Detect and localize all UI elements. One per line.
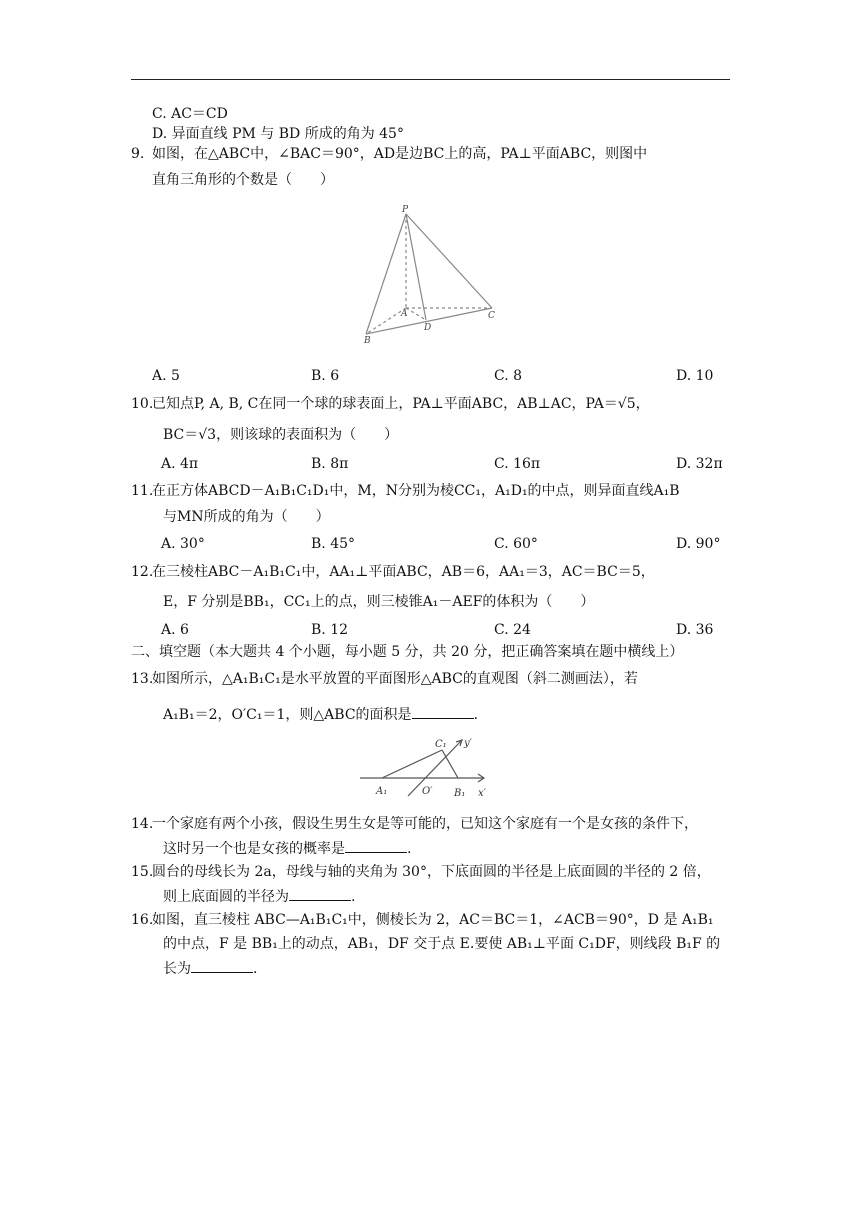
q13-label-y-axis: y′ <box>464 738 472 749</box>
q12-option-d: D. 36 <box>676 622 714 638</box>
q15-stem-line1: 圆台的母线长为 2a，母线与轴的夹角为 30°，下底面圆的半径是上底面圆的半径的 2 倍， <box>152 864 711 880</box>
q9-label-d: D <box>424 323 432 333</box>
q13-stem-text: A₁B₁＝2，O′C₁＝1，则△ABC的面积是 <box>163 707 412 723</box>
q16-number: 16. <box>131 912 154 928</box>
q11-number: 11. <box>131 483 154 499</box>
q10-stem-line1: 已知点P, A, B, C在同一个球的球表面上，PA⊥平面ABC，AB⊥AC，PA＝√5， <box>152 396 650 412</box>
q9-stem-line1: 如图，在△ABC中，∠BAC＝90°，AD是边BC上的高，PA⊥平面ABC，则图中 <box>152 146 648 162</box>
q9-label-a: A <box>401 309 408 319</box>
q12-option-a: A. 6 <box>161 622 189 638</box>
q12-option-c: C. 24 <box>494 622 531 638</box>
q10-option-b: B. 8π <box>311 456 349 472</box>
q11-stem-line1: 在正方体ABCD－A₁B₁C₁D₁中，M，N分别为棱CC₁，A₁D₁的中点，则异面直线A₁B <box>152 483 680 499</box>
q14-stem-line2 <box>163 838 411 859</box>
q8-option-c: C. AC＝CD <box>152 106 228 122</box>
q13-answer-blank[interactable] <box>412 704 474 719</box>
q12-stem-line2: E，F 分别是BB₁，CC₁上的点，则三棱锥A₁－AEF的体积为（ ） <box>163 594 595 610</box>
q9-number: 9. <box>131 146 145 162</box>
q12-option-b: B. 12 <box>311 622 349 638</box>
q9-label-c: C <box>488 311 495 321</box>
q15-stem-line2 <box>163 886 355 907</box>
q13-oblique-figure <box>356 734 496 800</box>
q10-stem-line2: BC＝√3，则该球的表面积为（ ） <box>163 427 399 443</box>
q9-option-b: B. 6 <box>311 368 340 384</box>
q16-stem-line2: 的中点，F 是 BB₁上的动点，AB₁，DF 交于点 E.要使 AB₁⊥平面 C₁DF，则线段 B₁F 的 <box>163 936 721 952</box>
q12-number: 12. <box>131 564 154 580</box>
q13-label-b1: B₁ <box>454 788 466 799</box>
q16-stem-period: . <box>253 961 258 977</box>
q13-label-a1: A₁ <box>376 786 388 797</box>
q9-stem-line2: 直角三角形的个数是（ ） <box>152 172 334 188</box>
q11-option-c: C. 60° <box>494 536 538 552</box>
q10-number: 10. <box>131 396 154 412</box>
q15-stem-text: 则上底面圆的半径为 <box>163 889 289 905</box>
q16-stem-line3 <box>163 958 257 979</box>
q14-stem-line1: 一个家庭有两个小孩，假设生男生女是等可能的，已知这个家庭有一个是女孩的条件下， <box>152 816 698 832</box>
q15-stem-period: . <box>351 889 356 905</box>
q16-stem-text: 长为 <box>163 961 191 977</box>
q9-label-b: B <box>364 336 371 346</box>
q10-option-d: D. 32π <box>676 456 723 472</box>
q11-option-a: A. 30° <box>161 536 205 552</box>
q11-option-b: B. 45° <box>311 536 356 552</box>
q13-number: 13. <box>131 671 154 687</box>
header-rule <box>131 79 730 80</box>
q15-answer-blank[interactable] <box>289 886 351 901</box>
q10-option-a: A. 4π <box>161 456 199 472</box>
q15-number: 15. <box>131 864 154 880</box>
q9-option-a: A. 5 <box>152 368 180 384</box>
q16-stem-line1: 如图，直三棱柱 ABC—A₁B₁C₁中，侧棱长为 2，AC＝BC＝1，∠ACB＝90°，D 是 A₁B₁ <box>152 912 714 928</box>
q11-option-d: D. 90° <box>676 536 721 552</box>
q8-option-d: D. 异面直线 PM 与 BD 所成的角为 45° <box>152 126 404 142</box>
q13-label-o-prime: O′ <box>422 786 433 797</box>
q9-option-d: D. 10 <box>676 368 714 384</box>
q12-stem-line1: 在三棱柱ABC－A₁B₁C₁中，AA₁⊥平面ABC，AB＝6，AA₁＝3，AC＝BC＝5， <box>152 564 655 580</box>
q14-answer-blank[interactable] <box>345 838 407 853</box>
q11-stem-line2: 与MN所成的角为（ ） <box>163 509 330 525</box>
q9-label-p: P <box>402 205 409 215</box>
q13-label-c1: C₁ <box>435 739 447 750</box>
q13-label-x-axis: x′ <box>478 788 486 799</box>
q16-answer-blank[interactable] <box>191 958 253 973</box>
q14-number: 14. <box>131 816 154 832</box>
q14-stem-text: 这时另一个也是女孩的概率是 <box>163 841 345 857</box>
q9-option-c: C. 8 <box>494 368 523 384</box>
section-two-heading: 二、填空题（本大题共 4 个小题，每小题 5 分，共 20 分，把正确答案填在题中横线上） <box>131 644 684 660</box>
q14-stem-period: . <box>407 841 412 857</box>
q13-stem-line1: 如图所示，△A₁B₁C₁是水平放置的平面图形△ABC的直观图（斜二测画法），若 <box>152 671 638 687</box>
q9-pyramid-figure <box>358 200 508 348</box>
q13-stem-period: . <box>473 707 479 723</box>
q13-stem-line2 <box>163 704 478 725</box>
q10-option-c: C. 16π <box>494 456 541 472</box>
